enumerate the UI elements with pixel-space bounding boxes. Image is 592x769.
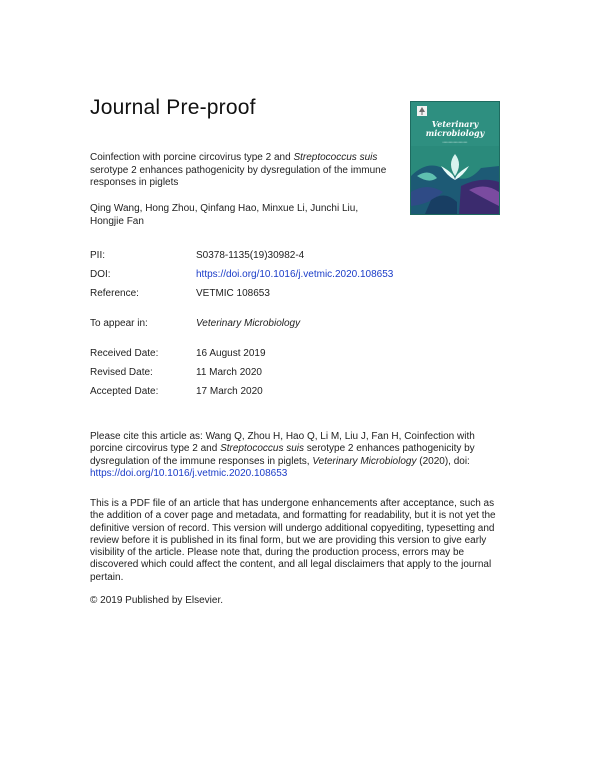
article-title-part1: Coinfection with porcine circovirus type 2 and	[90, 152, 294, 163]
revised-date-label: Revised Date:	[90, 367, 153, 378]
accepted-date-label: Accepted Date:	[90, 386, 159, 397]
article-title-part2: serotype 2 enhances pathogenicity by dysregulation of the immune responses in piglets	[90, 164, 387, 188]
citation-doi-link[interactable]: https://doi.org/10.1016/j.vetmic.2020.108653	[90, 467, 288, 479]
revised-date-value: 11 March 2020	[196, 367, 262, 378]
accepted-date-value: 17 March 2020	[196, 386, 263, 397]
disclaimer-paragraph: This is a PDF file of an article that has undergone enhancements after acceptance, such as the addition of a cover page and metadata, and formatting for readability, but it is not yet the definitive version of record. This version will undergo additional copyediting, typesetting and review before it is published in its final form, but we are providing this version to give early visibility of the article. Please note that, during the production process, errors may be discovered which could affect the content, and all legal disclaimers that apply to the journal pertain.	[90, 498, 496, 583]
citation-text-1: Please cite this article as: Wang Q, Zhou H, Hao Q, Li M, Liu J, Fan H, Coinfection with porcine circovirus type 2 and	[90, 431, 475, 455]
citation-text-3: (2020), doi:	[416, 455, 470, 467]
copyright-notice: © 2019 Published by Elsevier.	[90, 595, 224, 606]
doi-link[interactable]: https://doi.org/10.1016/j.vetmic.2020.108653	[196, 269, 394, 280]
journal-name-value: Veterinary Microbiology	[196, 318, 301, 329]
article-title	[90, 152, 390, 190]
to-appear-in-label: To appear in:	[90, 318, 148, 329]
citation-italic-1: Streptococcus suis	[220, 443, 305, 455]
journal-cover-image	[410, 101, 500, 215]
journal-pre-proof-heading: Journal Pre-proof	[90, 96, 256, 119]
citation-text-2: serotype 2 enhances pathogenicity by dysregulation of the immune responses in piglets,	[90, 443, 475, 467]
cover-title-line2: microbiology	[425, 127, 485, 138]
cover-journal-name	[411, 120, 499, 137]
author-list: Qing Wang, Hong Zhou, Qinfang Hao, Minxue Li, Junchi Liu, Hongjie Fan	[90, 203, 359, 227]
article-title-italic: Streptococcus suis	[293, 152, 378, 163]
received-date-label: Received Date:	[90, 348, 159, 359]
pii-label: PII:	[90, 250, 106, 261]
cover-title-line1: Veterinary	[431, 119, 479, 129]
citation-journal-italic: Veterinary Microbiology	[312, 455, 417, 467]
cover-subtitle-decoration: ••••••••••••••••••••	[442, 140, 468, 144]
pii-value: S0378-1135(19)30982-4	[196, 250, 305, 261]
cover-artwork	[411, 146, 499, 214]
elsevier-logo-icon	[417, 106, 427, 116]
reference-label: Reference:	[90, 288, 139, 299]
received-date-value: 16 August 2019	[196, 348, 266, 359]
citation-paragraph	[90, 431, 500, 480]
reference-value: VETMIC 108653	[196, 288, 270, 299]
doi-label: DOI:	[90, 269, 111, 280]
